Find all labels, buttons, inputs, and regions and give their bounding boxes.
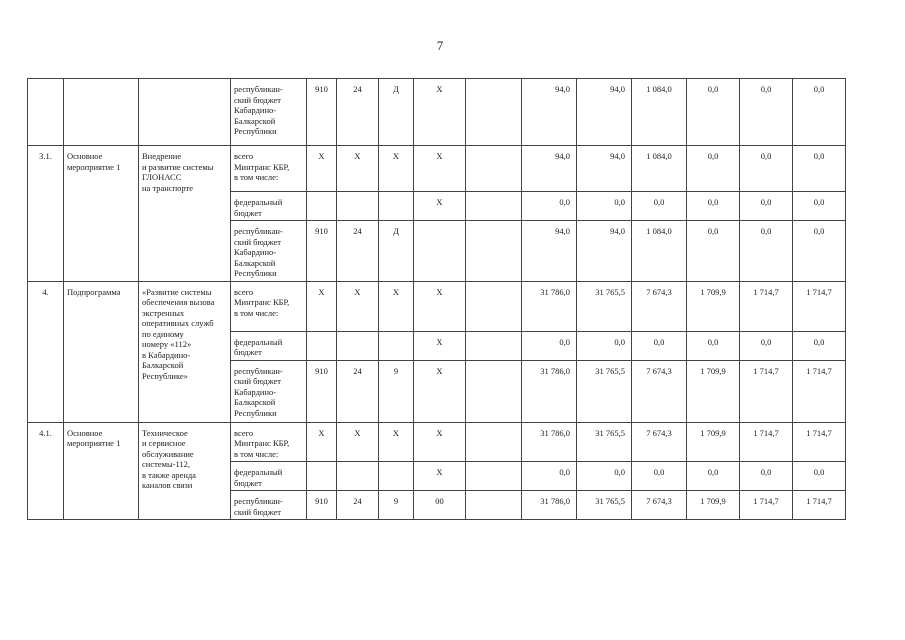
cell-value: 1 084,0 <box>632 146 687 192</box>
cell-grbs: 910 <box>307 360 337 422</box>
cell-csr: Х <box>414 422 466 462</box>
cell-grbs: 910 <box>307 79 337 146</box>
cell-funding-source: всего Минтранс КБР, в том числе: <box>231 281 307 331</box>
table-row <box>28 79 899 146</box>
cell-value: 1 714,7 <box>793 281 846 331</box>
cell-funding-source: федеральный бюджет <box>231 192 307 221</box>
cell-funding-source: федеральный бюджет <box>231 331 307 360</box>
cell-value: 0,0 <box>793 192 846 221</box>
cell-funding-source: всего Минтранс КБР, в том числе: <box>231 146 307 192</box>
cell-pr <box>379 192 414 221</box>
budget-table <box>27 78 899 520</box>
cell-rz <box>337 192 379 221</box>
cell-value: 0,0 <box>632 331 687 360</box>
cell-status: Основное мероприятие 1 <box>64 146 139 282</box>
cell-pr: Х <box>379 146 414 192</box>
cell-grbs: Х <box>307 146 337 192</box>
cell-csr: 00 <box>414 491 466 520</box>
cell-rz: 24 <box>337 491 379 520</box>
cell-value: 0,0 <box>687 331 740 360</box>
cell-vr <box>466 422 522 462</box>
cell-value: 0,0 <box>632 192 687 221</box>
cell-vr <box>466 146 522 192</box>
cell-value: 94,0 <box>522 221 577 282</box>
cell-value: 1 714,7 <box>740 422 793 462</box>
cell-value: 0,0 <box>577 331 632 360</box>
cell-rz: 24 <box>337 79 379 146</box>
cell-value: 1 714,7 <box>740 491 793 520</box>
cell-funding-source: республикан- ский бюджет <box>231 491 307 520</box>
cell-value: 31 786,0 <box>522 281 577 331</box>
cell-vr <box>466 331 522 360</box>
cell-value: 0,0 <box>740 146 793 192</box>
cell-vr <box>466 281 522 331</box>
cell-value: 1 084,0 <box>632 79 687 146</box>
cell-pr: 9 <box>379 491 414 520</box>
cell-grbs <box>307 462 337 491</box>
cell-rz <box>337 462 379 491</box>
cell-value: 0,0 <box>740 221 793 282</box>
cell-grbs <box>307 331 337 360</box>
cell-name <box>139 79 231 146</box>
cell-value: 0,0 <box>793 462 846 491</box>
cell-value: 0,0 <box>687 221 740 282</box>
cell-funding-source: всего Минтранс КБР, в том числе: <box>231 422 307 462</box>
cell-vr <box>466 221 522 282</box>
cell-value: 0,0 <box>687 462 740 491</box>
cell-value: 31 765,5 <box>577 360 632 422</box>
cell-funding-source: республикан- ский бюджет Кабардино- Балкарской Республики <box>231 221 307 282</box>
cell-value: 31 765,5 <box>577 422 632 462</box>
cell-csr: Х <box>414 79 466 146</box>
cell-csr: Х <box>414 192 466 221</box>
cell-vr <box>466 360 522 422</box>
page-number: 7 <box>436 38 444 53</box>
cell-grbs: 910 <box>307 491 337 520</box>
cell-pr <box>379 331 414 360</box>
cell-value: 94,0 <box>577 79 632 146</box>
cell-csr: Х <box>414 331 466 360</box>
table-row <box>28 146 899 192</box>
cell-vr <box>466 79 522 146</box>
table-row <box>28 281 899 331</box>
cell-num <box>28 79 64 146</box>
cell-value: 0,0 <box>522 331 577 360</box>
cell-name: Техническое и сервисное обслуживание системы-112, в также аренда каналов связи <box>139 422 231 520</box>
cell-value: 1 714,7 <box>793 360 846 422</box>
cell-vr <box>466 462 522 491</box>
cell-value: 1 709,9 <box>687 281 740 331</box>
cell-value: 0,0 <box>740 331 793 360</box>
cell-rz: 24 <box>337 221 379 282</box>
cell-value: 0,0 <box>687 79 740 146</box>
cell-grbs: Х <box>307 422 337 462</box>
cell-value: 31 786,0 <box>522 491 577 520</box>
cell-value: 0,0 <box>740 192 793 221</box>
cell-value: 1 709,9 <box>687 491 740 520</box>
cell-pr <box>379 462 414 491</box>
cell-value: 1 714,7 <box>793 491 846 520</box>
cell-name: Внедрение и развитие системы ГЛОНАСС на транспорте <box>139 146 231 282</box>
cell-value: 7 674,3 <box>632 281 687 331</box>
cell-pr: Х <box>379 281 414 331</box>
cell-name: «Развитие системы обеспечения вызова экстренных оперативных служб по единому номеру «112» в Кабардино- Балкарской Республике» <box>139 281 231 422</box>
cell-value: 0,0 <box>793 146 846 192</box>
cell-status <box>64 79 139 146</box>
cell-value: 0,0 <box>740 79 793 146</box>
cell-value: 7 674,3 <box>632 491 687 520</box>
cell-csr: Х <box>414 146 466 192</box>
cell-csr: Х <box>414 281 466 331</box>
cell-value: 94,0 <box>522 79 577 146</box>
cell-value: 1 084,0 <box>632 221 687 282</box>
cell-value: 7 674,3 <box>632 360 687 422</box>
cell-num: 4. <box>28 281 64 422</box>
cell-grbs: 910 <box>307 221 337 282</box>
cell-value: 0,0 <box>522 192 577 221</box>
cell-vr <box>466 491 522 520</box>
cell-value: 31 765,5 <box>577 281 632 331</box>
cell-pr: 9 <box>379 360 414 422</box>
cell-value: 31 786,0 <box>522 422 577 462</box>
cell-rz: Х <box>337 281 379 331</box>
cell-pr: Д <box>379 79 414 146</box>
cell-num: 4.1. <box>28 422 64 520</box>
cell-value: 0,0 <box>793 79 846 146</box>
cell-value: 1 714,7 <box>740 281 793 331</box>
cell-rz <box>337 331 379 360</box>
cell-status: Основное мероприятие 1 <box>64 422 139 520</box>
cell-value: 94,0 <box>577 146 632 192</box>
cell-grbs <box>307 192 337 221</box>
cell-value: 94,0 <box>577 221 632 282</box>
cell-value: 7 674,3 <box>632 422 687 462</box>
cell-value: 0,0 <box>577 192 632 221</box>
cell-value: 0,0 <box>793 221 846 282</box>
cell-value: 0,0 <box>522 462 577 491</box>
cell-value: 0,0 <box>793 331 846 360</box>
cell-value: 1 714,7 <box>793 422 846 462</box>
cell-rz: Х <box>337 146 379 192</box>
cell-value: 94,0 <box>522 146 577 192</box>
cell-csr: Х <box>414 462 466 491</box>
cell-value: 31 786,0 <box>522 360 577 422</box>
cell-pr: Х <box>379 422 414 462</box>
cell-value: 1 709,9 <box>687 422 740 462</box>
cell-funding-source: федеральный бюджет <box>231 462 307 491</box>
cell-value: 0,0 <box>740 462 793 491</box>
cell-csr <box>414 221 466 282</box>
cell-value: 1 709,9 <box>687 360 740 422</box>
cell-grbs: Х <box>307 281 337 331</box>
cell-value: 0,0 <box>687 146 740 192</box>
cell-vr <box>466 192 522 221</box>
cell-funding-source: республикан- ский бюджет Кабардино- Балкарской Республики <box>231 360 307 422</box>
cell-value: 0,0 <box>632 462 687 491</box>
cell-status: Подпрограмма <box>64 281 139 422</box>
cell-rz: 24 <box>337 360 379 422</box>
table-row <box>28 422 899 462</box>
cell-funding-source: республикан- ский бюджет Кабардино- Балкарской Республики <box>231 79 307 146</box>
cell-num: 3.1. <box>28 146 64 282</box>
cell-rz: Х <box>337 422 379 462</box>
cell-value: 0,0 <box>577 462 632 491</box>
cell-csr: Х <box>414 360 466 422</box>
cell-value: 0,0 <box>687 192 740 221</box>
cell-value: 1 714,7 <box>740 360 793 422</box>
cell-value: 31 765,5 <box>577 491 632 520</box>
cell-pr: Д <box>379 221 414 282</box>
